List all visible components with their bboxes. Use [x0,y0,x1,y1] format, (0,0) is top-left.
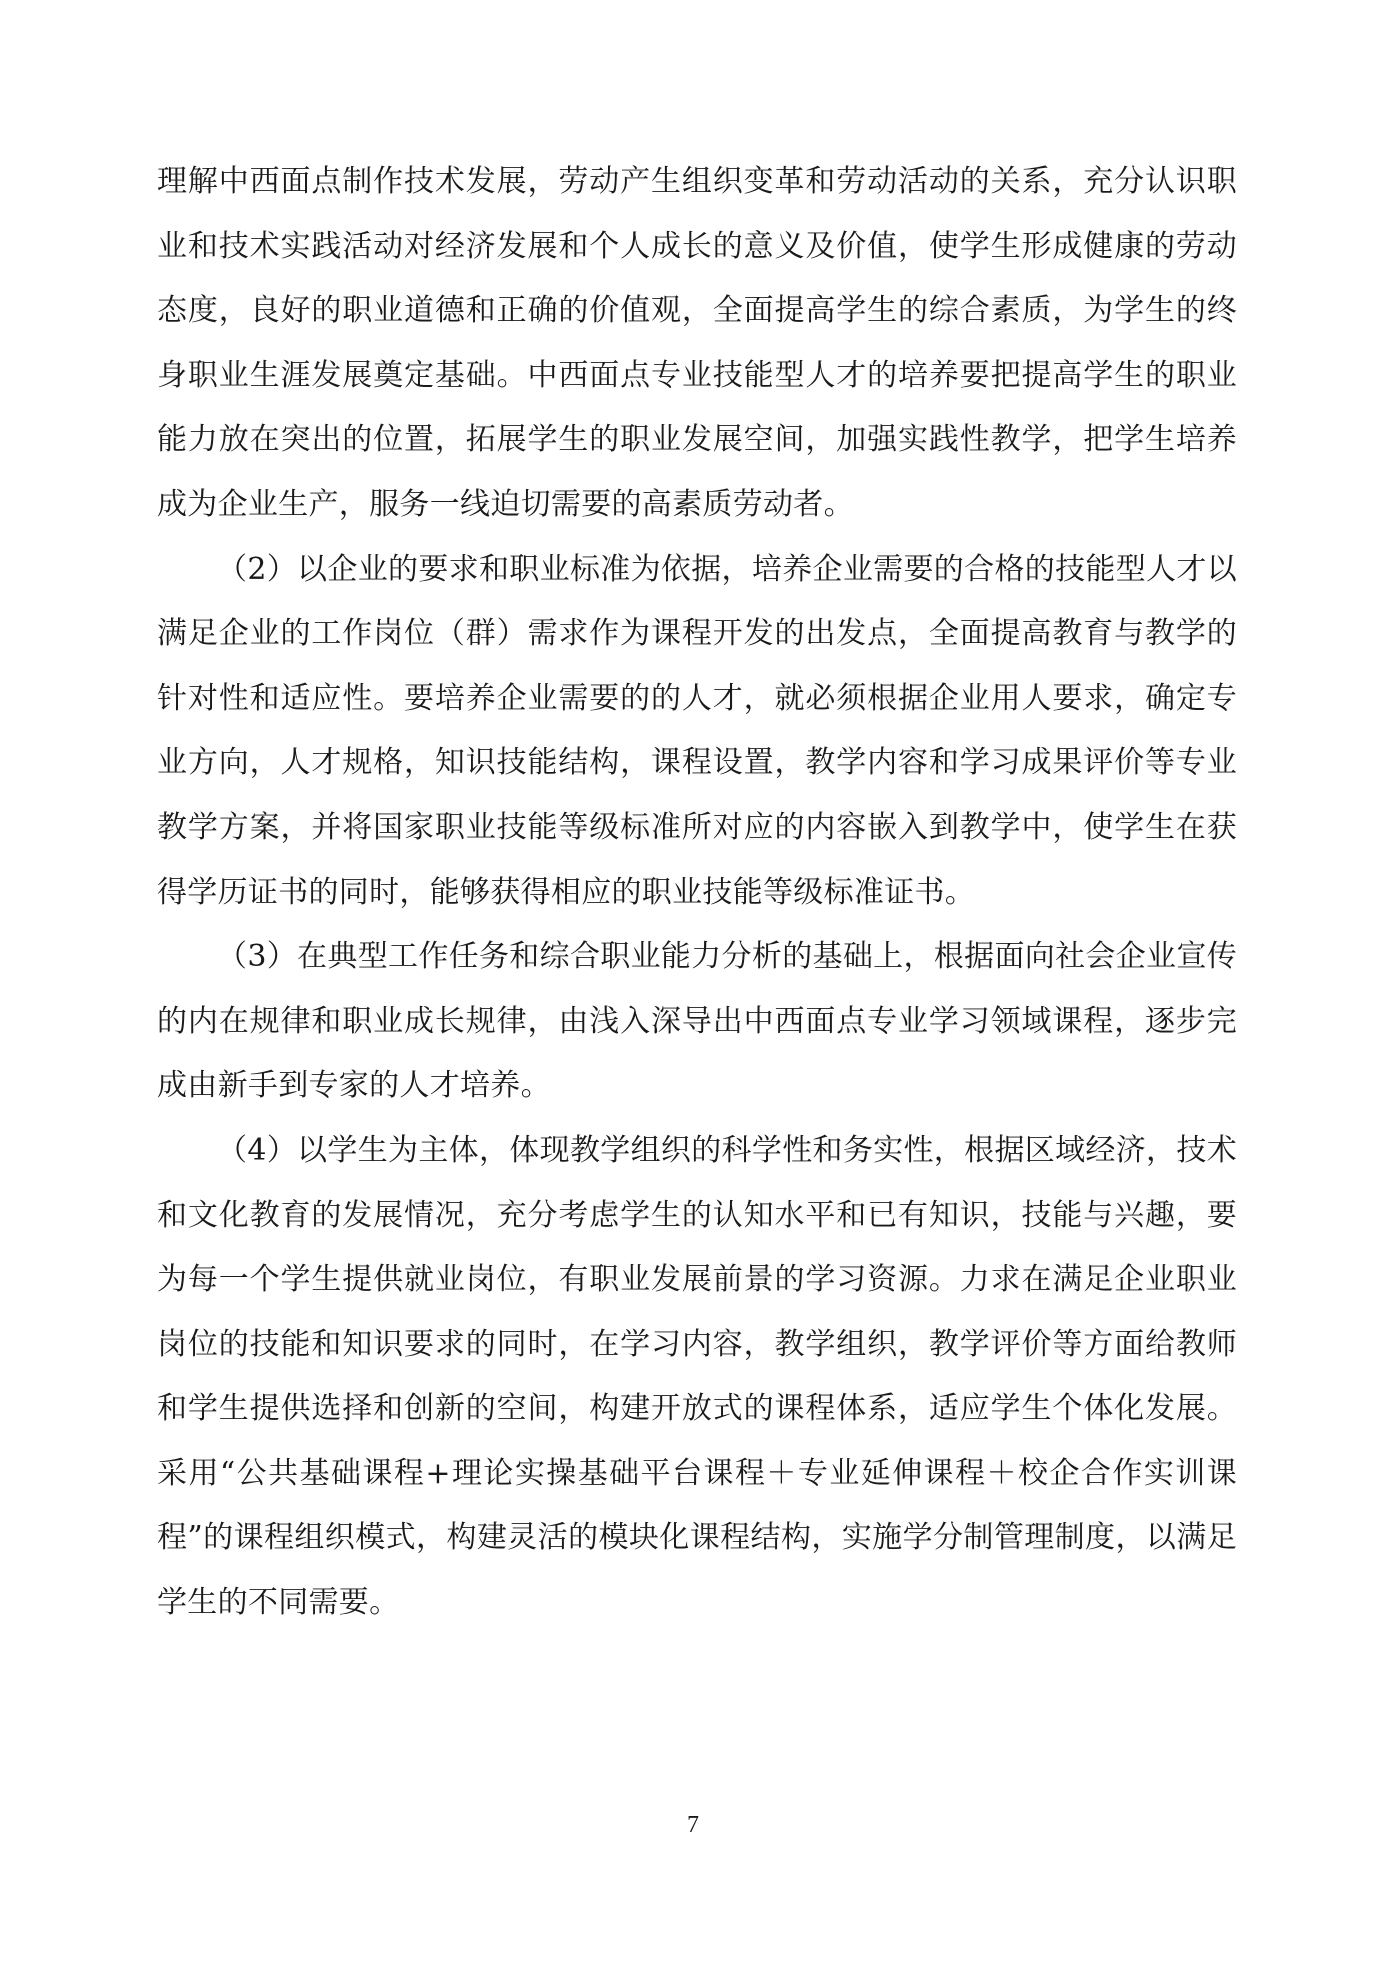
page-number: 7 [687,1812,699,1838]
paragraph-3: （3）在典型工作任务和综合职业能力分析的基础上，根据面向社会企业宣传的内在规律和职业成长规律，由浅入深导出中西面点专业学习领域课程，逐步完成由新手到专家的人才培养。 [157,939,1237,1104]
paragraph-continuation: 理解中西面点制作技术发展，劳动产生组织变革和劳动活动的关系，充分认识职业和技术实践活动对经济发展和个人成长的意义及价值，使学生形成健康的劳动态度，良好的职业道德和正确的价值观，全面提高学生的综合素质，为学生的终身职业生涯发展奠定基础。中西面点专业技能型人才的培养要把提高学生的职业能力放在突出的位置，拓展学生的职业发展空间，加强实践性教学，把学生培养成为企业生产，服务一线迫切需要的高素质劳动者。 [157,164,1237,522]
paragraph-4: （4）以学生为主体，体现教学组织的科学性和务实性，根据区域经济，技术和文化教育的发展情况，充分考虑学生的认知水平和已有知识，技能与兴趣，要为每一个学生提供就业岗位，有职业发展前景的学习资源。力求在满足企业职业岗位的技能和知识要求的同时，在学习内容，教学组织，教学评价等方面给教师和学生提供选择和创新的空间，构建开放式的课程体系，适应学生个体化发展。采用“公共基础课程+理论实操基础平台课程＋专业延伸课程＋校企合作实训课程”的课程组织模式，构建灵活的模块化课程结构，实施学分制管理制度，以满足学生的不同需要。 [157,1132,1237,1621]
paragraph-2: （2）以企业的要求和职业标准为依据，培养企业需要的合格的技能型人才以满足企业的工作岗位（群）需求作为课程开发的出发点，全面提高教育与教学的针对性和适应性。要培养企业需要的的人才，就必须根据企业用人要求，确定专业方向，人才规格，知识技能结构，课程设置，教学内容和学习成果评价等专业教学方案，并将国家职业技能等级标准所对应的内容嵌入到教学中，使学生在获得学历证书的同时，能够获得相应的职业技能等级标准证书。 [157,551,1237,910]
body-text [157,150,1237,1636]
